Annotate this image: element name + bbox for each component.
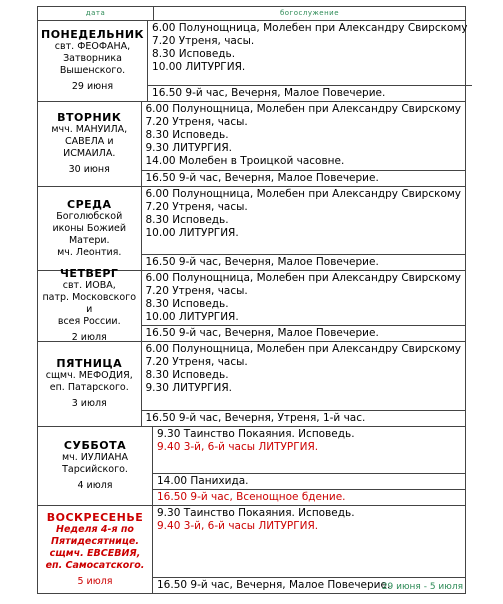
day-row: [38, 187, 465, 271]
service-cell: [142, 342, 466, 426]
service-group: [153, 427, 465, 474]
saint-line: Неделя 4-я по: [56, 523, 134, 535]
date-range-footer: 29 июня - 5 июля: [381, 582, 463, 592]
service-group: [153, 474, 465, 490]
service-line: 16.50 9-й час, Вечерня, Утреня, 1-й час.: [145, 412, 366, 424]
saint-line: еп. Самосатского.: [45, 559, 145, 571]
day-cell: [38, 21, 148, 101]
service-line: 10.00 ЛИТУРГИЯ.: [152, 61, 246, 73]
service-group: [148, 86, 472, 101]
saint-line: мч. ИУЛИАНА: [61, 452, 129, 463]
service-group: [142, 411, 466, 426]
service-cell: [148, 21, 472, 101]
service-group: [142, 171, 466, 186]
saint-line: свт. ИОВА,: [62, 280, 116, 291]
service-group: [153, 490, 465, 505]
service-cell: [142, 271, 466, 341]
day-name: ЧЕТВЕРГ: [60, 267, 119, 280]
date-column-header: дата: [38, 7, 154, 20]
service-line: 16.50 9-й час, Вечерня, Малое Повечерие.: [145, 256, 379, 268]
day-name: СРЕДА: [67, 197, 112, 211]
day-row: [38, 267, 465, 343]
service-line: 7.20 Утреня, часы.: [152, 35, 255, 47]
day-date: 30 июня: [68, 164, 110, 175]
day-row: [38, 21, 468, 102]
service-line: 8.30 Исповедь.: [145, 369, 229, 381]
service-line: 7.20 Утреня, часы.: [145, 116, 248, 128]
service-line: 8.30 Исповедь.: [145, 129, 229, 141]
service-line: 6.00 Полунощница, Молебен при Александру Свирскому: [145, 188, 461, 200]
service-line: 6.00 Полунощница, Молебен при Александру Свирскому: [145, 343, 461, 355]
saint-line: ИСМАИЛА.: [63, 148, 116, 159]
day-row: [38, 342, 465, 427]
service-line: 9.40 3-й, 6-й часы ЛИТУРГИЯ.: [157, 441, 319, 453]
day-cell: [38, 342, 142, 426]
saint-line: иконы Божией: [52, 222, 127, 234]
service-line: 8.30 Исповедь.: [145, 298, 229, 310]
service-line: 10.00 ЛИТУРГИЯ.: [145, 227, 239, 239]
service-line: 14.00 Молебен в Троицкой часовне.: [145, 155, 345, 167]
saint-line: САВЕЛА и: [65, 136, 114, 147]
day-name: ПЯТНИЦА: [56, 357, 123, 370]
service-line: 9.30 Таинство Покаяния. Исповедь.: [157, 507, 355, 519]
service-line: 16.50 9-й час, Вечерня, Малое Повечерие.: [152, 87, 386, 99]
service-line: 6.00 Полунощница, Молебен при Александру Свирскому: [145, 272, 461, 284]
day-row: [38, 102, 465, 187]
saint-line: Боголюбской: [56, 210, 123, 222]
service-line: 9.30 Таинство Покаяния. Исповедь.: [157, 428, 355, 440]
day-row: [38, 506, 465, 593]
service-line: 7.20 Утреня, часы.: [145, 356, 248, 368]
service-line: 7.20 Утреня, часы.: [145, 285, 248, 297]
day-cell: [38, 267, 142, 343]
service-group: [142, 342, 466, 411]
saint-line: Матери.: [68, 234, 110, 246]
day-cell: [38, 102, 142, 186]
schedule-table: [37, 6, 466, 594]
saint-line: мчч. МАНУИЛА,: [51, 124, 128, 135]
service-cell: [142, 102, 466, 186]
saint-line: всея России.: [57, 316, 121, 327]
day-name: ПОНЕДЕЛЬНИК: [41, 28, 145, 41]
saint-line: сщмч. ЕВСЕВИЯ,: [49, 547, 141, 559]
day-name: СУББОТА: [63, 439, 127, 452]
service-column-header: богослужение: [279, 9, 340, 17]
saint-line: Пятидесятнице.: [51, 535, 139, 547]
day-cell: [38, 506, 153, 593]
day-row: [38, 427, 465, 506]
service-line: 16.50 9-й час, Вечерня, Малое Повечерие.: [157, 579, 391, 591]
service-line: 16.50 9-й час, Всенощное бдение.: [157, 491, 346, 503]
service-group: [148, 21, 472, 86]
saint-line: свт. ФЕОФАНА,: [54, 41, 131, 52]
day-name: ВОСКРЕСЕНЬЕ: [46, 510, 144, 524]
service-line: 7.20 Утреня, часы.: [145, 201, 248, 213]
service-line: 6.00 Полунощница, Молебен при Александру Свирскому: [152, 22, 468, 34]
service-line: 8.30 Исповедь.: [152, 48, 236, 60]
saint-line: сщмч. МЕФОДИЯ,: [45, 370, 133, 381]
service-line: 9.40 3-й, 6-й часы ЛИТУРГИЯ.: [157, 520, 319, 532]
schedule-rows: [38, 21, 468, 593]
day-date: 29 июня: [71, 81, 114, 92]
service-group: [153, 506, 465, 578]
saint-line: Вышенского.: [59, 65, 126, 76]
saint-line: мч. Леонтия.: [57, 246, 122, 258]
day-date: 5 июля: [77, 575, 113, 587]
saint-line: Тарсийского.: [62, 464, 128, 475]
service-line: 16.50 9-й час, Вечерня, Малое Повечерие.: [145, 172, 379, 184]
day-cell: [38, 187, 142, 270]
service-line: 8.30 Исповедь.: [145, 214, 229, 226]
service-group: [142, 255, 466, 270]
day-date: 2 июля: [71, 332, 107, 343]
day-name: ВТОРНИК: [57, 111, 122, 124]
service-cell: [142, 187, 466, 270]
service-group: [142, 102, 466, 171]
service-line: 9.30 ЛИТУРГИЯ.: [145, 142, 233, 154]
service-cell: [153, 427, 465, 505]
service-line: 9.30 ЛИТУРГИЯ.: [145, 382, 233, 394]
saint-line: еп. Патарского.: [49, 382, 129, 393]
service-group: [142, 271, 466, 326]
saint-line: патр. Московского и: [42, 292, 137, 315]
service-cell: [153, 506, 465, 593]
service-line: 16.50 9-й час, Вечерня, Малое Повечерие.: [145, 327, 379, 339]
day-cell: [38, 427, 153, 505]
table-header: [38, 7, 465, 21]
service-group: [142, 326, 466, 341]
service-line: 14.00 Панихида.: [157, 475, 249, 487]
service-line: 10.00 ЛИТУРГИЯ.: [145, 311, 239, 323]
day-date: 3 июля: [71, 398, 107, 409]
service-line: 6.00 Полунощница, Молебен при Александру Свирскому: [145, 103, 461, 115]
day-date: 4 июля: [77, 480, 113, 491]
service-group: [142, 187, 466, 255]
saint-line: Затворника: [63, 53, 122, 64]
